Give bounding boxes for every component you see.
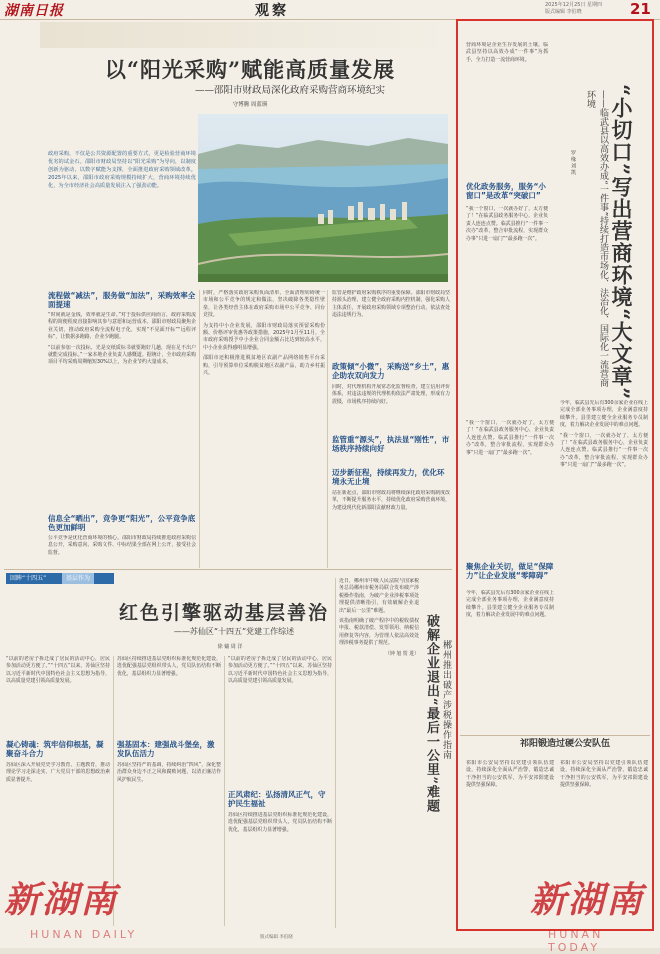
- lead-column-2: [203, 290, 325, 566]
- feature-subhead-3: 正风肃纪：弘扬清风正气，守护民生福祉: [228, 790, 326, 808]
- feature-column-3a: [228, 656, 332, 786]
- feature-subhead-1: 凝心铸魂：筑牢信仰根基，凝聚奋斗合力: [6, 740, 104, 758]
- side-story-title-sub: 郴州推出破产涉税操作指南: [441, 640, 451, 760]
- feature-byline: 徐 嫱 周 洋: [217, 644, 243, 650]
- side-story-para-2: 该指南明确了破产程序中的税收债权申报、税款清偿、发票领用、纳税信用修复等内容，为管理人依法高效处理涉税事务提供了规范。: [339, 618, 419, 647]
- lead-column-1b: [48, 535, 196, 565]
- page-number: 21: [630, 0, 651, 18]
- lead-para-4: 同时，严格落实政府采购负面清单，全面清理妨碍统一市场和公平竞争的规定和做法，坚决破除各类隐性壁垒，让各类经营主体在政府采购市场中公平竞争、同台竞技。: [203, 290, 325, 319]
- side-story-credit: （钟 旭 贺 进）: [384, 650, 419, 657]
- watermark-left-en: HUNAN DAILY: [30, 928, 138, 941]
- side-story-body: [339, 578, 419, 922]
- feature-column-3b: [228, 812, 332, 922]
- highlight-column-3: [466, 590, 554, 730]
- lead-article-intro: 政府采购，不仅是公共资源配置的重要方式，更是检验营商环境优劣的试金石。邵阳市财政局坚持以“阳光采购”为导向，以制度创新为驱动，以数字赋能为支撑，全面推进政府采购领域改革。2025年以来，邵阳市政府采购规模持续扩大，营商环境持续优化，为全市经济社会高质量发展注入了强劲动能。: [48, 151, 196, 189]
- feature-para-4: 苏仙区坚持严的基调，持续纠治“四风”，深化整治群众身边不正之风和腐败问题，以清正廉洁作风护航民生。: [117, 762, 221, 783]
- highlight-subtitle: ——临武县以高效办成“一件事”持续打造市场化、法治化、国际化一流营商环境: [585, 90, 608, 388]
- feature-column-1a: [6, 656, 110, 736]
- side-article-para-2: 祁阳市公安局坚持以党建引领队伍建设，持续深化全面从严治警，锻造忠诚干净担当的公安铁军，为平安祁阳建设提供坚强保障。: [560, 760, 648, 789]
- title-decoration: [40, 22, 450, 48]
- header-editor: 版式编辑 李伯晓: [545, 9, 582, 15]
- header-date: 2025年12月25日 星期四: [545, 2, 603, 8]
- highlight-intro: [466, 42, 548, 152]
- lead-para-3: 公平竞争是优化营商环境的核心。邵阳市财政局持续推进政府采购信息公开，采购意向、采购文件、中标结果全部在网上公开，接受社会监督。: [48, 535, 196, 556]
- side-article-title: 祁阳锻造过硬公安队伍: [520, 739, 611, 749]
- column-divider: [199, 290, 200, 568]
- lead-para-8: 同时，对代理机构开展常态化监督检查，建立信用评价体系，对违法违规的代理机构依法严肃处理，形成有力震慑，市场秩序持续向好。: [332, 384, 450, 405]
- header-meta: [545, 2, 635, 16]
- feature-para-1: “以前的老房子拆迁成了居民的活动中心，居民参加活动更方便了。”“十四五”以来，苏仙区坚持以习近平新时代中国特色社会主义思想为指导，以高质量党建引领高质量发展。: [6, 656, 110, 685]
- highlight-column-2: [466, 420, 554, 550]
- highlight-para-2: “我一个窗口，一次就办好了，太方便了！”在临武县政务服务中心，企业负责人连连点赞。临武县推行“一件事一次办”改革，整合审批流程，实现群众办事“只进一扇门”“最多跑一次”。: [466, 420, 554, 456]
- lead-para-9: 站在新起点，邵阳市财政局将继续深化政府采购制度改革，不断提升服务水平，持续优化政府采购营商环境，为建设现代化新邵阳贡献财政力量。: [332, 490, 450, 511]
- lead-column-3b: [332, 384, 450, 434]
- page-header: [0, 0, 660, 20]
- highlight-subhead-2: 聚焦企业关切，做足“保障力”让企业发展“零障碍”: [466, 562, 554, 580]
- section-divider: [460, 735, 650, 736]
- aerial-city-photo: [198, 114, 448, 282]
- highlight-column-4: [560, 400, 648, 720]
- highlight-para-5: “我一个窗口，一次就办好了，太方便了！”在临武县政务服务中心，企业负责人连连点赞。临武县推行“一件事一次办”改革，整合审批流程，实现群众办事“只进一扇门”“最多跑一次”。: [560, 432, 648, 469]
- column-tag: 回眸“十四五”: [6, 573, 114, 584]
- lead-para-6: 邵阳市还积极推进脱贫地区农副产品网络销售平台采购，引导预算单位采购脱贫地区农副产品，助力乡村振兴。: [203, 355, 325, 377]
- lead-subhead-1: 流程做“减法”，服务做“加法”，采购效率全面提速: [48, 291, 196, 309]
- lead-subhead-5: 迈步新征程，持续再发力，优化环境永无止境: [332, 468, 445, 486]
- column-tag-secondary: 基层作为: [62, 573, 94, 584]
- newspaper-logo: 湖南日报: [4, 3, 64, 19]
- highlight-title: “小切口”写出营商环境“大文章”: [609, 84, 634, 401]
- lead-article-subtitle: ——邵阳市财政局深化政府采购营商环境纪实: [194, 85, 385, 96]
- highlight-intro-text: 营商环境是企业生存发展的土壤。临武县坚持以高效办成“一件事”为抓手，全力打造一流营商环境。: [466, 42, 548, 63]
- highlight-para-3: 今年，临武县先后有300余家企业在线上完成全部业务事项办理，企业满意度持续攀升。县里建立健全企业服务专员制度，着力解决企业发展中的难点问题。: [466, 590, 554, 619]
- lead-article-photo: [198, 114, 448, 282]
- highlight-subhead-1: 优化政务服务，服务“小窗口”是改革“突破口”: [466, 182, 546, 200]
- feature-para-2: 苏仙区深入开展党史学习教育、主题教育，推动理论学习走深走实，广大党员干部的思想政治素质显著提升。: [6, 762, 110, 783]
- lead-article-byline: 守博腾 周蓝瑛: [232, 102, 268, 108]
- lead-column-3a: [332, 290, 450, 360]
- section-divider: [4, 569, 452, 570]
- lead-column-3c: [332, 490, 450, 566]
- highlight-column-1: [466, 206, 548, 416]
- column-divider: [335, 578, 336, 928]
- feature-subtitle: ——苏仙区“十四五”党建工作综述: [173, 627, 295, 636]
- feature-column-2a: [117, 656, 221, 736]
- section-title: 观察: [255, 3, 289, 19]
- watermark-left: 新湖南: [4, 879, 119, 921]
- feature-column-2b: [117, 762, 221, 922]
- lead-para-2: “以前参加一次投标，光是交纸质标书就要跑好几趟，现在足不出户就能完成投标。”一家本地企业负责人感慨道。据统计，全市政府采购项目平均采购周期缩短30%以上，为企业节约大量成本。: [48, 344, 196, 366]
- lead-subhead-4: 监管重“源头”，执法显“刚性”，市场秩序持续向好: [332, 435, 450, 453]
- feature-subhead-2: 强基固本：建强战斗堡垒，激发队伍活力: [117, 740, 215, 758]
- feature-para-3: 苏仙区持续推进基层党组织标准化规范化建设，选优配强基层党组织带头人，党员队伍结构不断优化，基层组织力显著增强。: [117, 656, 221, 677]
- lead-para-5: 为支持中小企业发展，邵阳市财政局落实预留采购份额、价格评审优惠等政策措施，2025年1月至11月，全市政府采购授予中小企业合同金额占比达到较高水平，中小企业获得感明显增强。: [203, 322, 325, 351]
- lead-column-1: [48, 312, 196, 548]
- highlight-para-1: “我一个窗口，一次就办好了，太方便了！”在临武县政务服务中心，企业负责人连连点赞。临武县推行“一件事一次办”改革，整合审批流程，实现群众办事“只进一扇门”“最多跑一次”。: [466, 206, 548, 242]
- lead-para-7: 监管是维护政府采购秩序的重要保障。邵阳市财政局坚持源头治理，建立健全政府采购内控机制，强化采购人主体责任，开展政府采购领域专项整治行动，依法查处违法违规行为。: [332, 290, 450, 319]
- watermark-right-en: HUNAN TODAY: [548, 928, 604, 954]
- highlight-byline: 罗 缘 刘 凯: [570, 150, 576, 175]
- watermark-right: 新湖南: [530, 879, 645, 921]
- column-divider: [327, 290, 328, 568]
- side-article-para-1: 祁阳市公安局坚持以党建引领队伍建设，持续深化全面从严治警，锻造忠诚干净担当的公安铁军，为平安祁阳建设提供坚强保障。: [466, 760, 554, 789]
- side-story-para-1: 近日，郴州市中级人民法院与国家税务总局郴州市税务局联合发布破产涉税操作指南，为破产企业涉税事项处理提供清晰指引，有效破解企业退出“最后一公里”难题。: [339, 578, 419, 614]
- lead-subhead-2: 信息全“晒出”，竞争更“阳光”，公平竞争底色更加鲜明: [48, 514, 196, 532]
- footer-editor: 版式编辑 李伯晓: [260, 935, 293, 940]
- lead-article-title: 以“阳光采购”赋能高质量发展: [104, 57, 396, 82]
- feature-para-6: 苏仙区持续推进基层党组织标准化规范化建设，选优配强基层党组织带头人，党员队伍结构不断优化，基层组织力显著增强。: [228, 812, 332, 833]
- side-story-title-main: 破解企业退出“最后一公里”难题: [424, 614, 439, 813]
- feature-title: 红色引擎驱动基层善治: [118, 602, 329, 624]
- feature-para-5: “以前的老房子拆迁成了居民的活动中心，居民参加活动更方便了。”“十四五”以来，苏仙区坚持以习近平新时代中国特色社会主义思想为指导，以高质量党建引领高质量发展。: [228, 656, 332, 685]
- highlight-para-4: 今年，临武县先后有300余家企业在线上完成全部业务事项办理，企业满意度持续攀升。县里建立健全企业服务专员制度，着力解决企业发展中的难点问题。: [560, 400, 648, 429]
- lead-subhead-3: 政策倾“小微”，采购送“乡土”，惠企助农双向发力: [332, 362, 450, 380]
- lead-para-1: “时间就是金钱，效率就是生命。”对于投标供应商而言，政府采购流程的简便程度直接影响其参与意愿和运营成本。邵阳市财政局聚焦企业关切，推动政府采购全流程电子化，实现“不见面开标”“远程评标”，让数据多跑路、企业少跑腿。: [48, 312, 196, 341]
- column-divider: [224, 656, 225, 926]
